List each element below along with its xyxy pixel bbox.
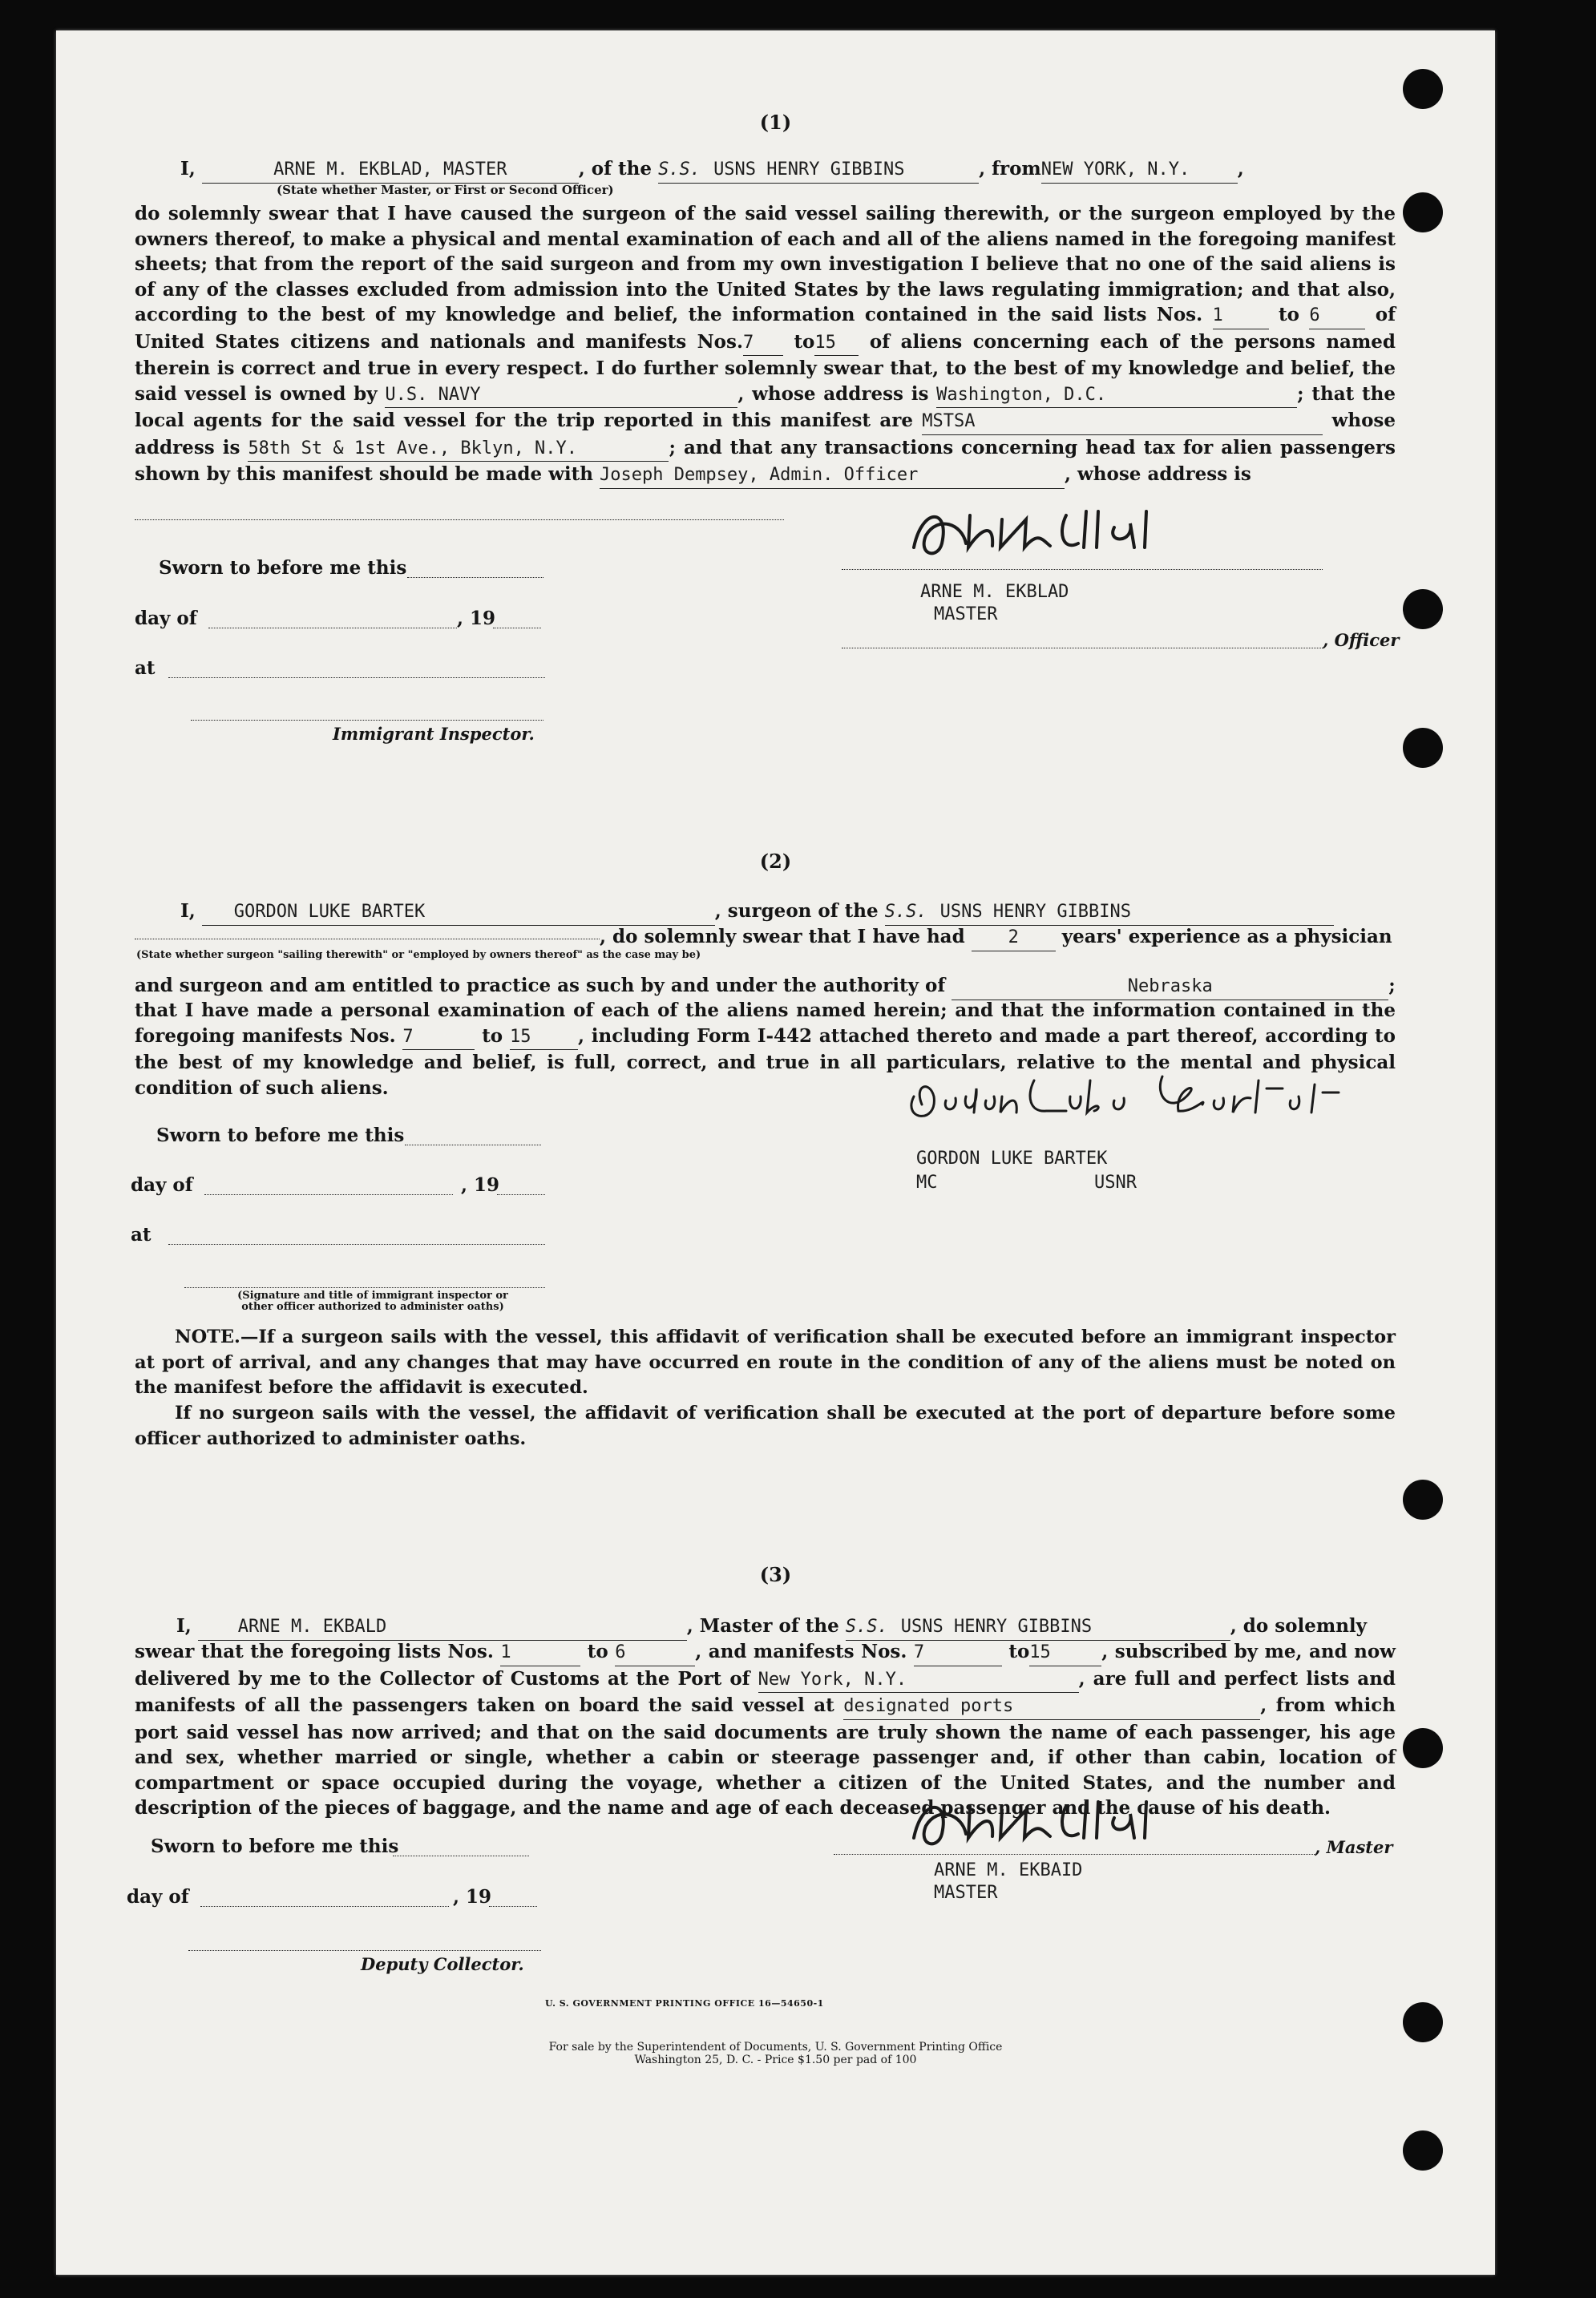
affidavit-2-part-a: that I have made a personal examination of each of the aliens named herein; and that the information contained in the foregoing manifests Nos.: [135, 1000, 1396, 1047]
binder-hole: [1403, 589, 1443, 629]
affidavit-3-text: [135, 1639, 1396, 1821]
surgeon-caption: (State whether surgeon "sailing therewith" or "employed by owners thereof" as the case may be): [136, 949, 701, 961]
are-full-label: , are full and perfect lists and: [1078, 1667, 1396, 1690]
master-caption: (State whether Master, or First or Second Officer): [277, 183, 614, 197]
pronoun: I,: [176, 1615, 192, 1637]
note-text: NOTE.—If a surgeon sails with the vessel, this affidavit of verification shall be executed before an immigrant inspector at port of arrival, and any changes that may have occurred en route in the condition of any of the aliens must be noted on the manifest before the affidavit is executed.: [135, 1327, 1396, 1398]
year-blank: [489, 1906, 537, 1907]
lists-to-field: 6: [1309, 303, 1365, 329]
signer-title: MASTER: [934, 1883, 998, 1903]
sworn-label: Sworn to before me this: [159, 557, 407, 579]
day-of-label: day of: [131, 1174, 193, 1196]
manifest-to-field: 15: [1029, 1640, 1101, 1666]
manifest-to-field: 15: [814, 330, 859, 357]
at-label: at: [131, 1224, 152, 1246]
ss-prefix: S.S.: [884, 902, 927, 922]
years-field: 2: [972, 925, 1056, 951]
from-label: , from: [979, 158, 1041, 180]
surgeon-branch: USNR: [1094, 1173, 1137, 1193]
lists-from-field: 1: [500, 1640, 580, 1666]
lists-to-field: 6: [615, 1640, 695, 1666]
whose-address-label: , whose address is: [737, 382, 929, 405]
affidavit-2-part-b: , including Form I-442 attached thereto and made a part thereof, according to the best of my knowledge and belief, is full, correct, and true in all particulars, relative to the mental and physical condition of such aliens.: [135, 1024, 1396, 1099]
day-of-label: day of: [127, 1886, 189, 1908]
manifests-all-label: manifests of all the passengers taken on board the said vessel at: [135, 1694, 834, 1716]
master-name-field: ARNE M. EKBALD: [198, 1614, 687, 1641]
oath-officer-signature-line: [184, 1287, 545, 1288]
binder-hole: [1403, 728, 1443, 768]
section-number: (3): [759, 1563, 792, 1586]
punct: ;: [1388, 975, 1396, 996]
pronoun: I,: [180, 158, 196, 180]
manifest-affidavit-page: [56, 30, 1495, 2275]
sworn-blank: [407, 577, 543, 578]
note-paragraph: [135, 1325, 1396, 1401]
affidavit-3-rest: port said vessel has now arrived; and that on the said documents are truly shown the name of each passenger, his age and sex, whether married or single, whether a cabin or steerage passenger and, if other than cabin, location of compartment or space occupied during the voyage, whether a citizen of the United States, and the number and description of the pieces of baggage, and the name and age of each deceased passenger and the cause of his death.: [135, 1721, 1396, 1819]
ss-prefix: S.S.: [658, 160, 701, 180]
local-agents-field: MSTSA: [922, 409, 1323, 435]
departure-port-field: NEW YORK, N.Y.: [1041, 157, 1238, 184]
whose-address-label: , whose address is: [1064, 463, 1251, 485]
manifest-from-field: 7: [914, 1640, 1002, 1666]
embarkation-ports-field: designated ports: [843, 1694, 1260, 1720]
binder-hole: [1403, 2002, 1443, 2042]
gpo-imprint: U. S. GOVERNMENT PRINTING OFFICE 16—54650-1: [545, 1998, 824, 2009]
deputy-collector-label: Deputy Collector.: [361, 1954, 524, 1974]
master-line: [180, 156, 1244, 184]
of-the-label: , of the: [578, 158, 653, 180]
manifest-from-field: 7: [743, 330, 783, 357]
owner-address-field: Washington, D.C.: [936, 382, 1297, 409]
surgeon-of-label: , surgeon of the: [714, 900, 879, 922]
agent-address-field: 58th St & 1st Ave., Bklyn, N.Y.: [248, 436, 669, 462]
head-tax-contact-field: Joseph Dempsey, Admin. Officer: [600, 462, 1065, 489]
at-label: at: [135, 657, 156, 679]
swear-label: swear that the foregoing lists Nos.: [135, 1641, 494, 1662]
to-label: to: [794, 330, 815, 353]
note-paragraph-2: [135, 1401, 1396, 1452]
vessel-name-field: USNS HENRY GIBBINS: [939, 902, 1132, 922]
officer-line-top: [842, 569, 1323, 570]
signer-name: ARNE M. EKBAID: [934, 1860, 1083, 1880]
to-label: to: [1008, 1641, 1030, 1662]
surgeon-name-field: GORDON LUKE BARTEK: [202, 899, 715, 926]
head-tax-label: ; and that any transactions concerning head tax for alien passengers shown by this manifest should be made with: [135, 436, 1396, 485]
owner-field: U.S. NAVY: [385, 382, 737, 409]
day-blank: [200, 1906, 449, 1907]
punct: ,: [1237, 158, 1244, 180]
binder-hole: [1403, 2130, 1443, 2171]
master-signature-1: [906, 499, 1170, 563]
section-number: (1): [759, 111, 792, 134]
officer-label: , Officer: [1323, 630, 1400, 650]
to-label: to: [1278, 304, 1299, 325]
master-of-label: , Master of the: [686, 1615, 839, 1637]
experience-label: years' experience as a physician: [1061, 926, 1392, 947]
agents-label: that the local agents for the said vessel for the trip reported in this manifest are: [135, 382, 1396, 431]
manifests-label: , and manifests Nos.: [695, 1641, 907, 1662]
from-which-label: , from which: [1260, 1694, 1396, 1716]
address-blank-line: [135, 519, 784, 520]
solemn-label: , do solemnly: [1230, 1615, 1368, 1637]
signer-title: MASTER: [934, 604, 998, 624]
lists-from-field: 1: [1213, 303, 1269, 329]
surgeon-signer-name: GORDON LUKE BARTEK: [916, 1149, 1108, 1169]
manifest-to-field: 15: [510, 1024, 578, 1051]
experience-line: [135, 924, 1392, 951]
pronoun: I,: [180, 900, 196, 922]
signer-name: ARNE M. EKBLAD: [920, 582, 1069, 602]
footer-line-1: For sale by the Superintendent of Documents, U. S. Government Printing Office: [548, 2041, 1003, 2054]
punct: ;: [1297, 382, 1304, 405]
deputy-signature-line: [188, 1950, 541, 1951]
to-label: to: [587, 1641, 608, 1662]
footer-line-2: Washington 25, D. C. - Price $1.50 per pad of 100: [634, 2054, 917, 2066]
binder-hole: [1403, 1728, 1443, 1768]
binder-hole: [1403, 69, 1443, 109]
at-blank: [168, 677, 545, 678]
master-name-field: ARNE M. EKBLAD, MASTER: [202, 157, 579, 184]
ss-prefix: S.S.: [845, 1617, 888, 1637]
vessel-name-field: USNS HENRY GIBBINS: [900, 1617, 1093, 1637]
solemn-label: , do solemnly swear that I have had: [600, 926, 965, 947]
affidavit-1-part-b: of United States citizens and nationals and manifests Nos.: [135, 304, 1396, 353]
surgeon-rank: MC: [916, 1173, 938, 1193]
master-line-3: [176, 1613, 1367, 1641]
affidavit-1-text: [135, 201, 1396, 489]
arrival-port-field: New York, N.Y.: [758, 1667, 1079, 1694]
immigrant-inspector-label: Immigrant Inspector.: [333, 724, 535, 744]
binder-hole: [1403, 192, 1443, 232]
whose-address-label: whose address is: [135, 410, 1396, 458]
year-label: , 19: [457, 608, 496, 629]
section-number: (2): [759, 850, 792, 873]
inspector-signature-line: [191, 720, 543, 721]
year-label: , 19: [461, 1174, 500, 1196]
manifest-from-field: 7: [402, 1024, 475, 1051]
year-label: , 19: [453, 1886, 492, 1908]
master-signature-3: [906, 1790, 1170, 1854]
master-label: , Master: [1315, 1837, 1393, 1857]
year-blank: [497, 1194, 545, 1195]
affidavit-1-part-c: of aliens concerning each of the persons named therein is correct and true in every respect. I do further solemnly swear that, to the best of my knowledge and belief, the said vessel is owned by: [135, 330, 1396, 405]
binder-hole: [1403, 1480, 1443, 1520]
at-blank: [168, 1244, 545, 1245]
surgeon-line: [180, 899, 1334, 926]
vessel-name-field: USNS HENRY GIBBINS: [713, 160, 905, 180]
oath-officer-caption: (Signature and title of immigrant inspector or other officer authorized to administer oaths): [237, 1290, 508, 1313]
day-blank: [204, 1194, 453, 1195]
sworn-label: Sworn to before me this: [156, 1125, 405, 1146]
delivered-label: delivered by me to the Collector of Customs at the Port of: [135, 1667, 750, 1690]
day-of-label: day of: [135, 608, 197, 629]
sale-footer: [56, 2041, 1495, 2066]
authority-line: [135, 973, 1396, 1000]
surgeon-signature: [898, 1064, 1379, 1129]
sworn-label: Sworn to before me this: [151, 1836, 399, 1857]
to-label: to: [482, 1024, 503, 1047]
affidavit-1-part-a: do solemnly swear that I have caused the surgeon of the said vessel sailing therewith, or the surgeon employed by the owners thereof, to make a physical and mental examination of each and all of the aliens named in the foregoing manifest sheets; that from the report of the said surgeon and from my own investigation I believe that no one of the said aliens is of any of the classes excluded from admission into the United States by the laws regulating immigration; and that also, according to the best of my knowledge and belief, the information contained in the said lists Nos.: [135, 203, 1396, 325]
authority-field: Nebraska: [952, 974, 1388, 1000]
master-signature-line: [834, 1854, 1315, 1855]
authority-label: and surgeon and am entitled to practice as such by and under the authority of: [135, 975, 946, 996]
note-text-2: If no surgeon sails with the vessel, the affidavit of verification shall be executed at the port of departure before some officer authorized to administer oaths.: [135, 1403, 1396, 1449]
subscribed-label: , subscribed by me, and now: [1101, 1641, 1396, 1662]
